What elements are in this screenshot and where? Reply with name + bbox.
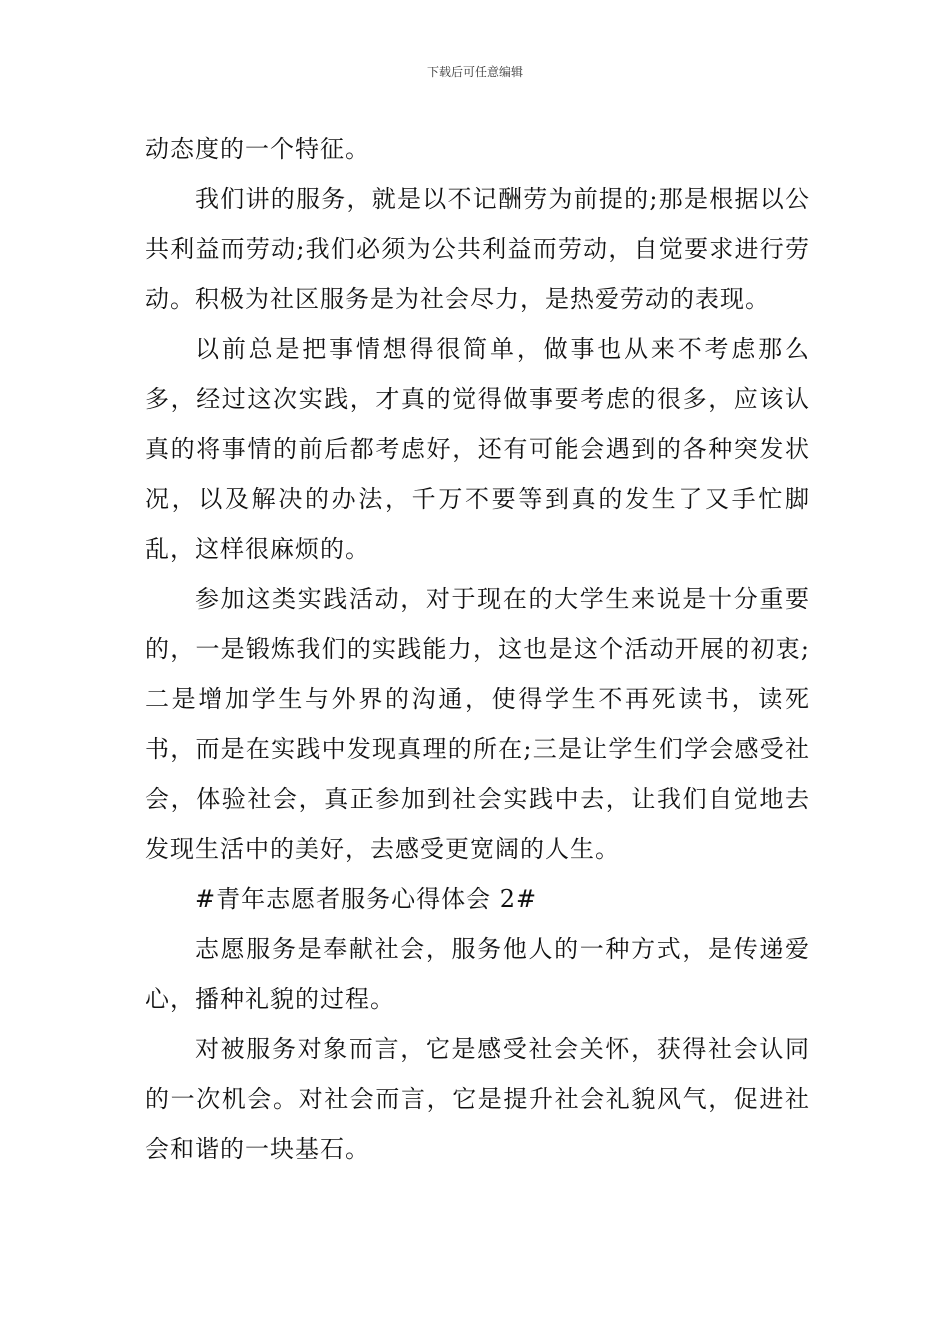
paragraph-reflection: 以前总是把事情想得很简单，做事也从来不考虑那么多，经过这次实践，才真的觉得做事要考虑的很多，应该认真的将事情的前后都考虑好，还有可能会遇到的各种突发状况，以及解决的办法，千万不要等到真的发生了又手忙脚乱，这样很麻烦的。 [145, 335, 810, 563]
paragraph-practice-importance: 参加这类实践活动，对于现在的大学生来说是十分重要的，一是锻炼我们的实践能力，这也是这个活动开展的初衷;二是增加学生与外界的沟通，使得学生不再死读书，读死书，而是在实践中发现真理的所在;三是让学生们学会感受社会，体验社会，真正参加到社会实践中去，让我们自觉地去发现生活中的美好，去感受更宽阔的人生。 [145, 585, 810, 863]
paragraph-continuation: 动态度的一个特征。 [145, 135, 370, 163]
paragraph-volunteer-service: 志愿服务是奉献社会，服务他人的一种方式，是传递爱心，播种礼貌的过程。 [145, 935, 810, 1013]
page-header-note: 下载后可任意编辑 [426, 65, 523, 79]
paragraph-service-definition: 我们讲的服务，就是以不记酬劳为前提的;那是根据以公共利益而劳动;我们必须为公共利益而劳动，自觉要求进行劳动。积极为社区服务是为社会尽力，是热爱劳动的表现。 [145, 185, 810, 313]
paragraph-social-meaning: 对被服务对象而言，它是感受社会关怀，获得社会认同的一次机会。对社会而言，它是提升社会礼貌风气，促进社会和谐的一块基石。 [145, 1035, 810, 1163]
document-body [145, 124, 810, 1174]
section-heading: #青年志愿者服务心得体会 2# [195, 885, 538, 913]
